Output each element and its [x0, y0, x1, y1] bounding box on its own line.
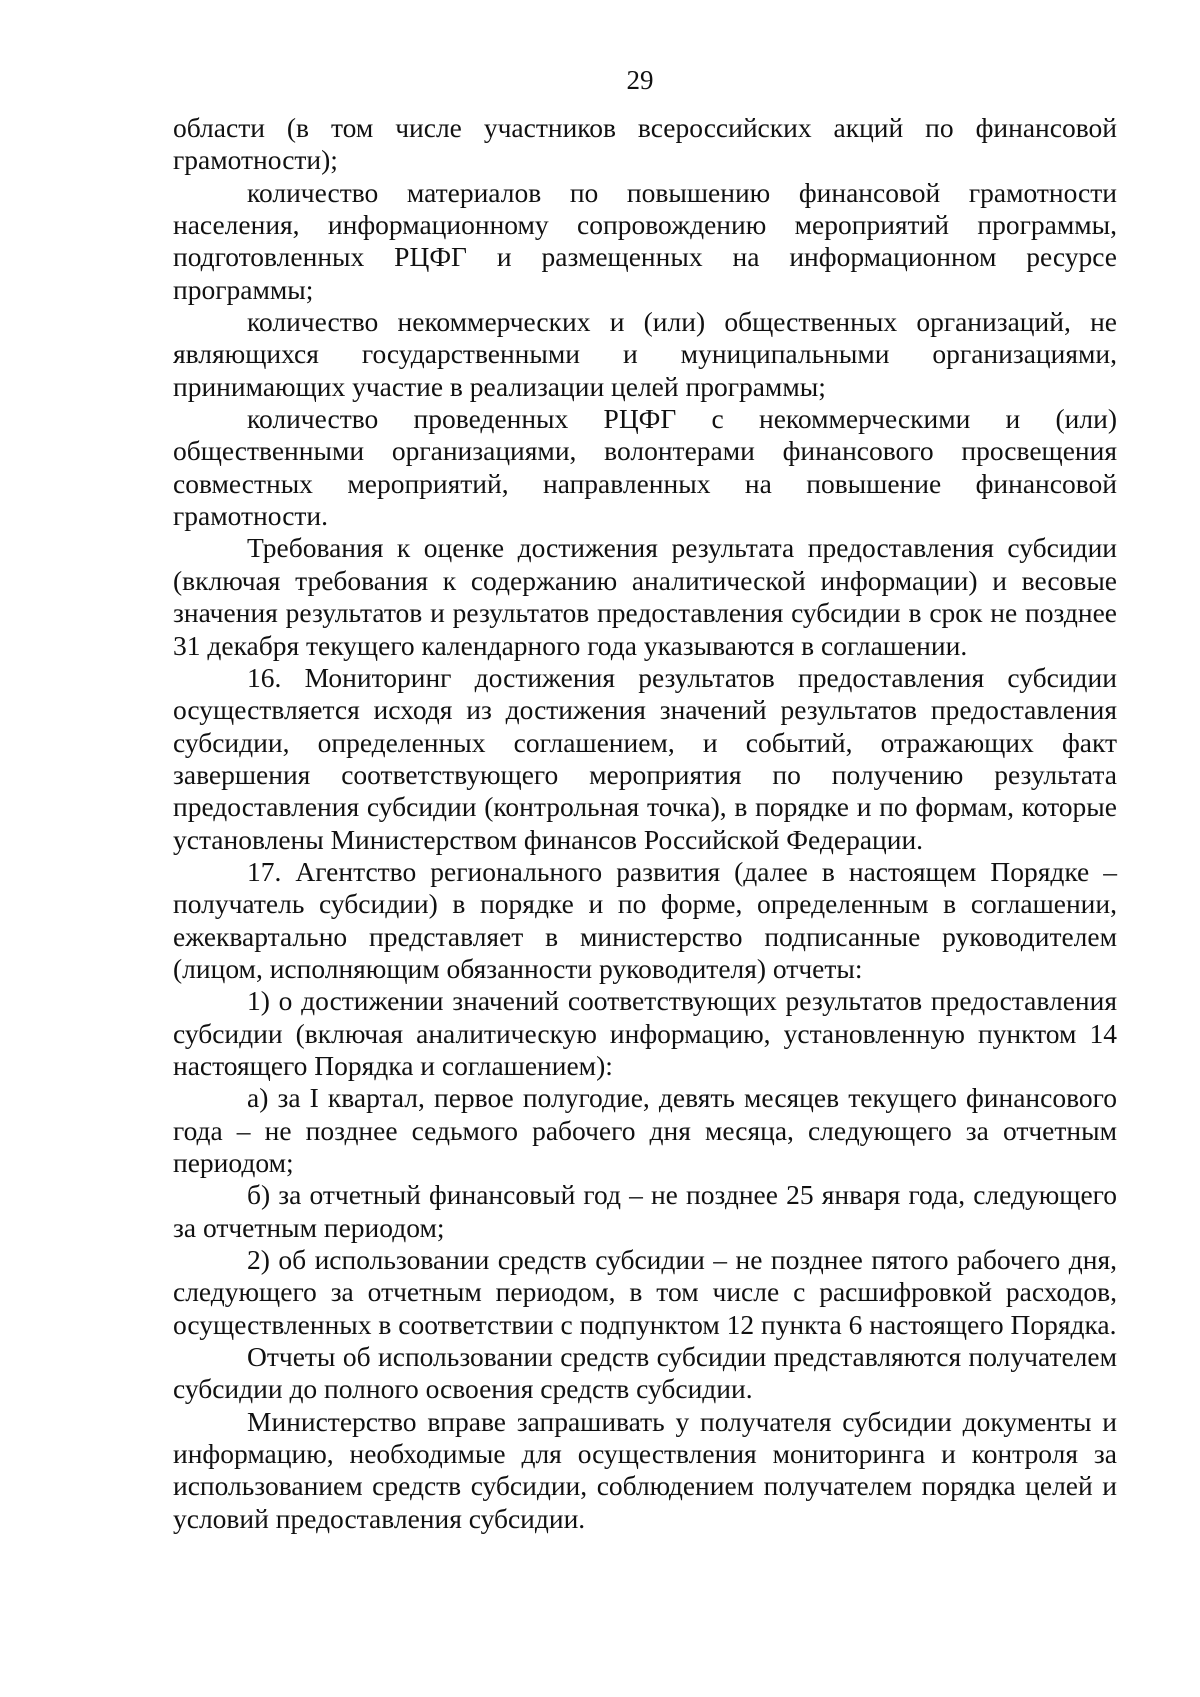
paragraph: количество материалов по повышению финансовой грамотности населения, информационному сопровождению мероприятий программы, подготовленных РЦФГ и размещенных на информационном ресурсе программы; — [173, 176, 1117, 305]
paragraph: а) за I квартал, первое полугодие, девять месяцев текущего финансового года – не позднее седьмого рабочего дня месяца, следующего за отчетным периодом; — [173, 1082, 1117, 1178]
paragraph: Министерство вправе запрашивать у получателя субсидии документы и информацию, необходимые для осуществления мониторинга и контроля за использованием средств субсидии, соблюдением получателем порядка целей и условий предоставления субсидии. — [173, 1405, 1117, 1534]
paragraph: Отчеты об использовании средств субсидии представляются получателем субсидии до полного освоения средств субсидии. — [173, 1341, 1117, 1405]
document-body — [173, 112, 1117, 1535]
paragraph: количество проведенных РЦФГ с некоммерческими и (или) общественными организациями, волонтерами финансового просвещения совместных мероприятий, направленных на повышение финансовой грамотности. — [173, 403, 1117, 532]
paragraph: области (в том числе участников всероссийских акций по финансовой грамотности); — [173, 112, 1117, 176]
page-number: 29 — [626, 65, 654, 95]
paragraph: 1) о достижении значений соответствующих результатов предоставления субсидии (включая аналитическую информацию, установленную пунктом 14 настоящего Порядка и соглашением): — [173, 985, 1117, 1081]
paragraph: 17. Агентство регионального развития (далее в настоящем Порядке – получатель субсидии) в порядке и по форме, определенным в соглашении, ежеквартально представляет в министерство подписанные руководителем (лицом, исполняющим обязанности руководителя) отчеты: — [173, 855, 1117, 984]
paragraph: 16. Мониторинг достижения результатов предоставления субсидии осуществляется исходя из достижения значений результатов предоставления субсидии, определенных соглашением, и событий, отражающих факт завершения соответствующего мероприятия по получению результата предоставления субсидии (контрольная точка), в порядке и по формам, которые установлены Министерством финансов Российской Федерации. — [173, 661, 1117, 855]
paragraph: Требования к оценке достижения результата предоставления субсидии (включая требования к содержанию аналитической информации) и весовые значения результатов и результатов предоставления субсидии в срок не позднее 31 декабря текущего календарного года указываются в соглашении. — [173, 532, 1117, 661]
paragraph: 2) об использовании средств субсидии – не позднее пятого рабочего дня, следующего за отчетным периодом, в том числе с расшифровкой расходов, осуществленных в соответствии с подпунктом 12 пункта 6 настоящего Порядка. — [173, 1244, 1117, 1340]
paragraph: количество некоммерческих и (или) общественных организаций, не являющихся государственными и муниципальными организациями, принимающих участие в реализации целей программы; — [173, 306, 1117, 402]
paragraph: б) за отчетный финансовый год – не позднее 25 января года, следующего за отчетным периодом; — [173, 1179, 1117, 1243]
